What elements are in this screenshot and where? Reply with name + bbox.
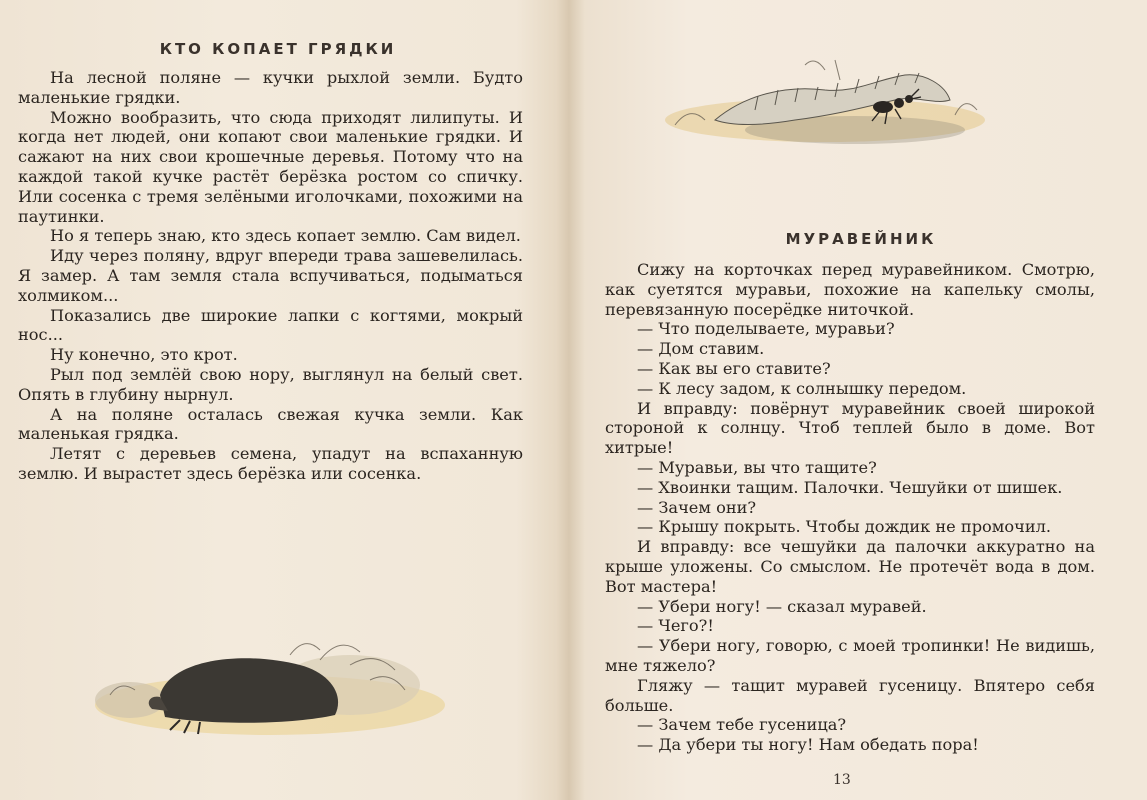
paragraph: Иду через поляну, вдруг впереди трава зашевелилась. Я замер. А там земля стала вспучиваться, подыматься холмиком... (18, 246, 523, 305)
dialogue-line: — Убери ногу, говорю, с моей тропинки! Не видишь, мне тяжело? (605, 636, 1095, 675)
paragraph: Рыл под землёй свою нору, выглянул на белый свет. Опять в глубину нырнул. (18, 364, 523, 404)
dialogue-line: — Да убери ты ногу! Нам обедать пора! (637, 735, 979, 755)
dialogue-line: — Как вы его ставите? (637, 358, 831, 378)
dialogue-line: — Муравьи, вы что тащите? (637, 457, 877, 477)
paragraph: Показались две широкие лапки с когтями, мокрый нос... (18, 305, 523, 345)
paragraph: И вправду: повёрнут муравейник своей широкой стороной к солнцу. Чтоб теплей было в доме. Вот хитрые! (605, 398, 1095, 458)
dialogue-line: — Что поделываете, муравьи? (637, 319, 895, 339)
dialogue-line: — К лесу задом, к солнышку передом. (637, 378, 967, 398)
right-page (575, 0, 1147, 800)
paragraph: Гляжу — тащит муравей гусеницу. Впятеро себя больше. (605, 675, 1095, 715)
dialogue-line: — Дом ставим. (637, 339, 765, 359)
paragraph: Можно вообразить, что сюда приходят лилипуты. И когда нет людей, они копают свои маленькие грядки. И сажают на них свои крошечные деревья. Потому что на каждой такой кучке растёт берёзка ростом со спичку. Или сосенка с тремя зелёными иголочками, похожими на паутинки. (18, 107, 523, 226)
story-body-anthill (605, 260, 1095, 755)
dialogue-line: — Зачем тебе гусеница? (637, 715, 847, 735)
paragraph: Летят с деревьев семена, упадут на вспаханную землю. И вырастет здесь берёзка или сосенка. (18, 444, 523, 483)
dialogue-line: — Чего?! (637, 616, 714, 636)
paragraph: Но я теперь знаю, кто здесь копает землю. Сам видел. (50, 226, 521, 246)
left-page (0, 0, 560, 800)
dialogue-line: — Убери ногу! — сказал муравей. (637, 596, 927, 616)
dialogue-line: — Хвоинки тащим. Палочки. Чешуйки от шишек. (637, 477, 1063, 497)
paragraph: А на поляне осталась свежая кучка земли. Как маленькая грядка. (18, 404, 523, 444)
dialogue-line: — Крышу покрыть. Чтобы дождик не промочил. (637, 517, 1052, 537)
dialogue-line: — Зачем они? (637, 497, 757, 517)
paragraph: Сижу на корточках перед муравейником. Смотрю, как суетятся муравьи, похожие на капельку смолы, перевязанную посерёдке ниточкой. (605, 260, 1095, 319)
story-body-moles (18, 68, 523, 484)
story-title-moles: КТО КОПАЕТ ГРЯДКИ (159, 40, 397, 58)
story-title-anthill: МУРАВЕЙНИК (785, 230, 937, 248)
paragraph: На лесной поляне — кучки рыхлой земли. Будто маленькие грядки. (18, 68, 523, 107)
page-number: 13 (833, 772, 851, 788)
paragraph: И вправду: все чешуйки да палочки аккуратно на крыше уложены. Со смыслом. Не протечёт вода в дом. Вот мастера! (605, 537, 1095, 596)
mole-illustration (90, 625, 450, 745)
paragraph: Ну конечно, это крот. (50, 345, 238, 365)
caterpillar-ant-illustration (655, 45, 985, 155)
